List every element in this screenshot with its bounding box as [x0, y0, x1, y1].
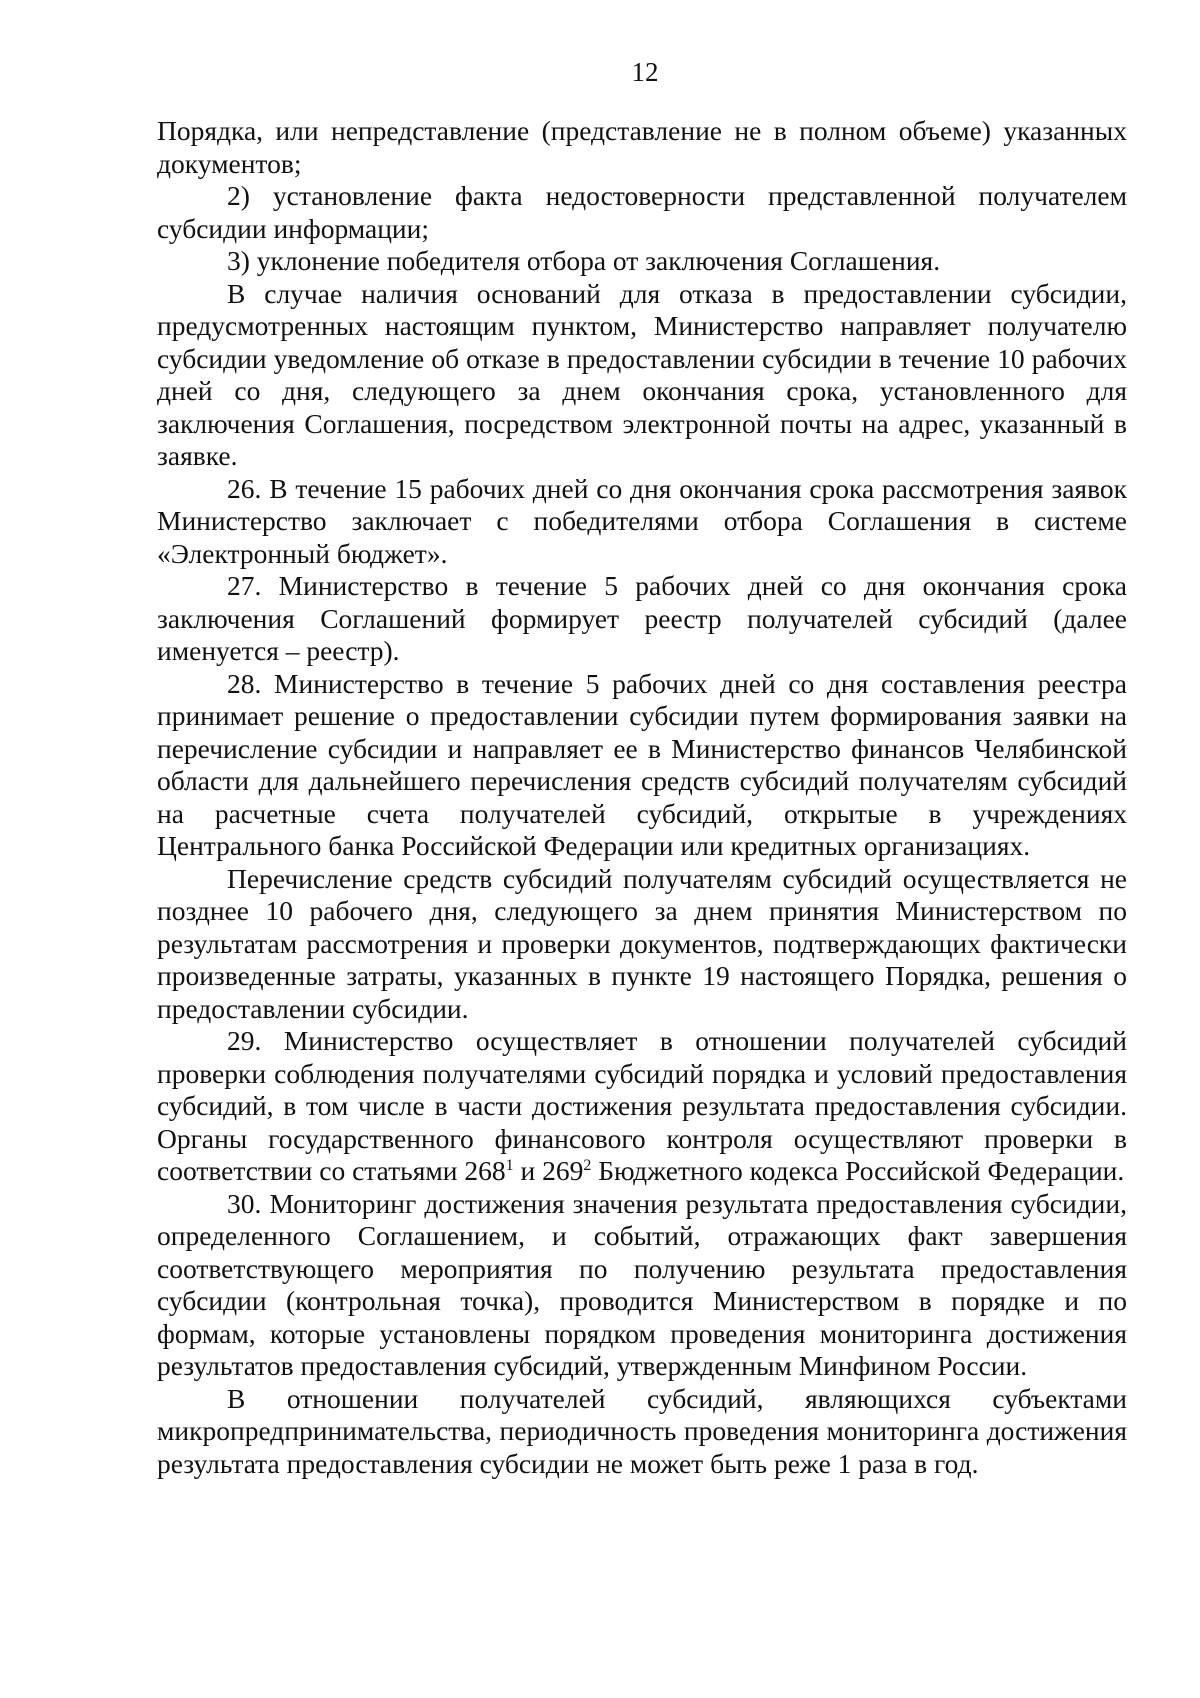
clause-27: 27. Министерство в течение 5 рабочих дней со дня окончания срока заключения Соглашений формирует реестр получателей субсидий (далее именуется – реестр).: [157, 570, 1127, 666]
list-item-3: 3) уклонение победителя отбора от заключения Соглашения.: [227, 245, 941, 276]
clause-26: 26. В течение 15 рабочих дней со дня окончания срока рассмотрения заявок Министерство заключает с победителями отбора Соглашения в системе «Электронный бюджет».: [157, 472, 1127, 569]
clause-29-text-2: и 269: [513, 1155, 584, 1186]
clause-29-text-3: Бюджетного кодекса Российской Федерации.: [591, 1155, 1125, 1186]
paragraph-refusal-notice: В случае наличия оснований для отказа в предоставлении субсидии, предусмотренных настоящим пунктом, Министерство направляет получателю субсидии уведомление об отказе в предоставлении субсидии в течение 10 рабочих дней со дня, следующего за днем окончания срока, установленного для заключения Соглашения, посредством электронной почты на адрес, указанный в заявке.: [157, 277, 1127, 471]
clause-28: 28. Министерство в течение 5 рабочих дней со дня составления реестра принимает решение о предоставлении субсидии путем формирования заявки на перечисление субсидии и направляет ее в Министерство финансов Челябинской области для дальнейшего перечисления средств субсидий получателям субсидий на расчетные счета получателей субсидий, открытые в учреждениях Центрального банка Российской Федерации или кредитных организациях.: [157, 667, 1127, 861]
clause-30: 30. Мониторинг достижения значения результата предоставления субсидии, определенного Соглашением, и событий, отражающих факт завершения соответствующего мероприятия по получению результата предоставления субсидии (контрольная точка), проводится Министерством в порядке и по формам, которые установлены порядком проведения мониторинга достижения результатов предоставления субсидий, утвержденным Минфином России.: [157, 1187, 1127, 1381]
clause-29-text-1: 29. Министерство осуществляет в отношении получателей субсидий проверки соблюдения получателями субсидий порядка и условий предоставления субсидий, в том числе в части достижения результата предоставления субсидии. Органы государственного финансового контроля осуществляют проверки в соответствии со статьями 268: [157, 1025, 1127, 1186]
paragraph-transfer: Перечисление средств субсидий получателям субсидий осуществляется не позднее 10 рабочего дня, следующего за днем принятия Министерством по результатам рассмотрения и проверки документов, подтверждающих фактически произведенные затраты, указанных в пункте 19 настоящего Порядка, решения о предоставлении субсидии.: [157, 862, 1127, 1024]
superscript-1: 1: [505, 1156, 514, 1174]
clause-29: [157, 1025, 1127, 1188]
list-item-2: 2) установление факта недостоверности представленной получателем субсидии информации;: [157, 180, 1127, 244]
paragraph-monitoring-frequency: В отношении получателей субсидий, являющихся субъектами микропредпринимательства, периодичность проведения мониторинга достижения результата предоставления субсидии не может быть реже 1 раза в год.: [157, 1382, 1127, 1479]
page-number: 12: [631, 57, 659, 87]
document-body: [157, 115, 1127, 1480]
paragraph-continuation: Порядка, или непредставление (представление не в полном объеме) указанных документов;: [157, 115, 1127, 179]
superscript-2: 2: [583, 1156, 592, 1174]
